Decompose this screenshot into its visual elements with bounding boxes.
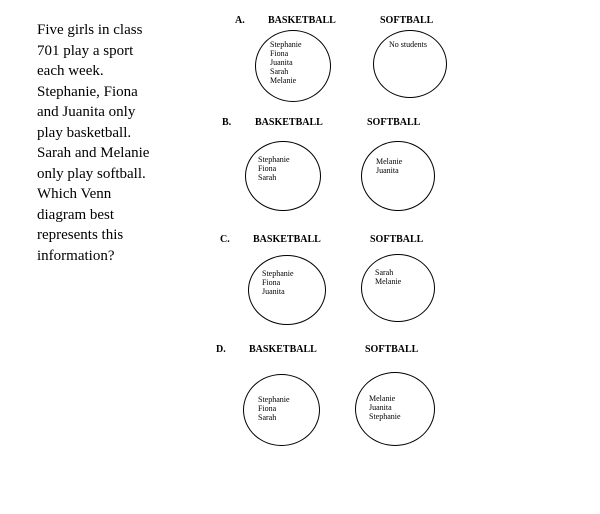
student-name: Melanie <box>270 76 297 85</box>
softball-circle <box>361 254 435 322</box>
student-name: Juanita <box>369 403 392 412</box>
student-name: Melanie <box>376 157 403 166</box>
question-line: information? <box>37 247 115 264</box>
student-name: Melanie <box>369 394 396 403</box>
softball-label: SOFTBALL <box>367 117 421 128</box>
student-name: Stephanie <box>258 155 290 164</box>
basketball-names <box>270 40 302 85</box>
softball-names <box>369 394 401 421</box>
basketball-label: BASKETBALL <box>253 234 321 245</box>
student-name: Fiona <box>262 278 281 287</box>
student-name: Fiona <box>258 164 277 173</box>
basketball-label: BASKETBALL <box>255 117 323 128</box>
student-name: Juanita <box>376 166 399 175</box>
student-name: Stephanie <box>262 269 294 278</box>
option-letter: D. <box>216 344 226 355</box>
question-line: Sarah and Melanie <box>37 145 150 161</box>
question-line: diagram best <box>37 206 115 223</box>
question-line: Five girls in class <box>37 22 143 38</box>
student-name: Melanie <box>375 277 402 286</box>
softball-names <box>375 268 401 286</box>
softball-circle <box>361 141 435 211</box>
question-line: and Juanita only <box>37 104 136 120</box>
student-name: Stephanie <box>270 40 302 49</box>
question-line: Stephanie, Fiona <box>37 83 138 100</box>
softball-names <box>389 40 427 49</box>
question-line: Which Venn <box>37 186 112 202</box>
basketball-names <box>262 269 294 296</box>
basketball-label: BASKETBALL <box>249 344 317 355</box>
student-name: Sarah <box>258 413 277 422</box>
question-text <box>37 20 177 266</box>
option-letter: C. <box>220 234 230 245</box>
option-letter: B. <box>222 117 232 128</box>
softball-label: SOFTBALL <box>370 234 424 245</box>
softball-names <box>376 157 402 175</box>
question-line: play basketball. <box>37 124 132 141</box>
question-line: 701 play a sport <box>37 42 134 59</box>
student-name: Stephanie <box>258 395 290 404</box>
basketball-names <box>258 155 290 182</box>
question-line: represents this <box>37 227 124 243</box>
question-line: only play softball. <box>37 165 146 182</box>
student-name: Fiona <box>258 404 277 413</box>
student-name: Juanita <box>262 287 285 296</box>
student-name: No students <box>389 40 427 49</box>
basketball-label: BASKETBALL <box>268 15 336 26</box>
question-line: each week. <box>37 63 104 79</box>
student-name: Juanita <box>270 58 293 67</box>
student-name: Stephanie <box>369 412 401 421</box>
student-name: Sarah <box>375 268 394 277</box>
student-name: Sarah <box>270 67 289 76</box>
student-name: Sarah <box>258 173 277 182</box>
softball-label: SOFTBALL <box>365 344 419 355</box>
softball-label: SOFTBALL <box>380 15 434 26</box>
basketball-names <box>258 395 290 422</box>
student-name: Fiona <box>270 49 289 58</box>
option-letter: A. <box>235 15 245 26</box>
